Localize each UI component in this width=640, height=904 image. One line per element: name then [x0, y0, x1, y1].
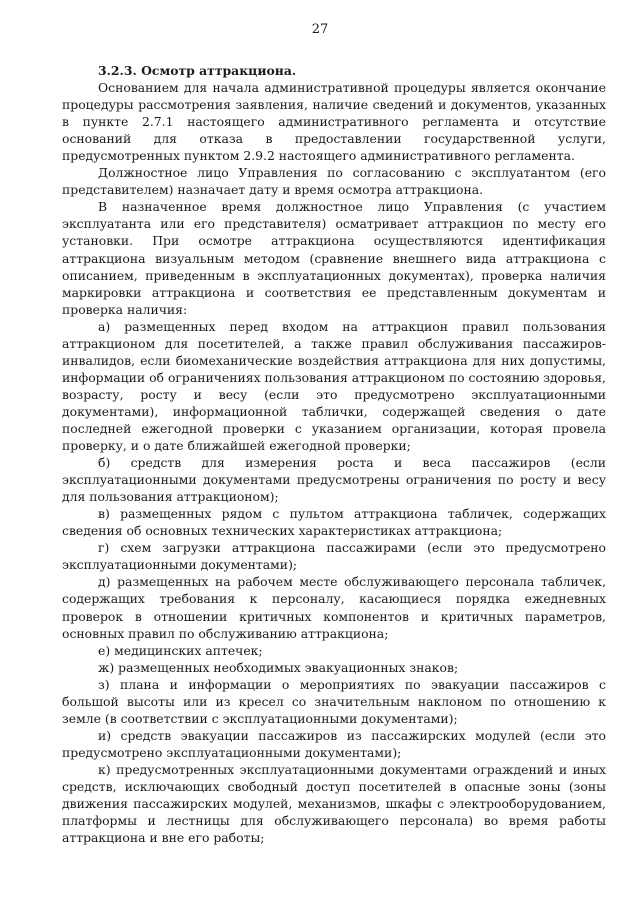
list-item-a: а) размещенных перед входом на аттракцион правил пользования аттракционом для посетителей, а также правил обслуживания пассажиров-инвалидов, если биомеханические воздействия аттракциона для них допустимы, информации об ограничениях пользования аттракционом по состоянию здоровья, возрасту, росту и весу (если это предусмотрено эксплуатационными документами), информационной таблички, содержащей сведения о дате последней ежегодной проверки с указанием организации, которая провела проверку, и о дате ближайшей ежегодной проверки; [62, 318, 606, 454]
paragraph-inspection: В назначенное время должностное лицо Управления (с участием эксплуатанта или его представителя) осматривает аттракцион по месту его установки. При осмотре аттракциона осуществляются идентификация аттракциона визуальным методом (сравнение внешнего вида аттракциона с описанием, приведенным в эксплуатационных документах), проверка наличия маркировки аттракциона и соответствия ее представленным документам и проверка наличия: [62, 199, 606, 317]
document-body [62, 62, 606, 846]
list-item-g: г) схем загрузки аттракциона пассажирами (если это предусмотрено эксплуатационными документами); [62, 540, 606, 573]
list-item-z: з) плана и информации о мероприятиях по эвакуации пассажиров с большой высоты или из кресел со значительным наклоном по отношению к земле (в соответствии с эксплуатационными документами); [62, 676, 606, 726]
list-item-k: к) предусмотренных эксплуатационными документами ограждений и иных средств, исключающих свободный доступ посетителей в опасные зоны (зоны движения пассажирских модулей, механизмов, шкафы с электрооборудованием, платформы и лестницы для обслуживающего персонала) во время работы аттракциона и вне его работы; [62, 761, 606, 846]
list-item-i: и) средств эвакуации пассажиров из пассажирских модулей (если это предусмотрено эксплуатационными документами); [62, 727, 606, 760]
paragraph-date-assignment: Должностное лицо Управления по согласованию с эксплуатантом (его представителем) назначает дату и время осмотра аттракциона. [62, 165, 606, 198]
list-item-b: б) средств для измерения роста и веса пассажиров (если эксплуатационными документами предусмотрены ограничения по росту и весу для пользования аттракционом); [62, 455, 606, 505]
list-item-zh: ж) размещенных необходимых эвакуационных знаков; [98, 659, 459, 675]
paragraph-basis: Основанием для начала административной процедуры является окончание процедуры рассмотрения заявления, наличие сведений и документов, указанных в пункте 2.7.1 настоящего административного регламента и отсутствие оснований для отказа в предоставлении государственной услуги, предусмотренных пунктом 2.9.2 настоящего административного регламента. [62, 80, 606, 164]
list-item-e: е) медицинских аптечек; [98, 642, 263, 658]
section-heading: 3.2.3. Осмотр аттракциона. [98, 63, 297, 78]
page-number: 27 [311, 22, 329, 37]
list-item-d: д) размещенных на рабочем месте обслуживающего персонала табличек, содержащих требования к персоналу, касающиеся порядка ежедневных проверок в отношении критичных компонентов и критичных параметров, основных правил по обслуживанию аттракциона; [62, 574, 606, 641]
list-item-v: в) размещенных рядом с пультом аттракциона табличек, содержащих сведения об основных технических характеристиках аттракциона; [62, 506, 606, 539]
